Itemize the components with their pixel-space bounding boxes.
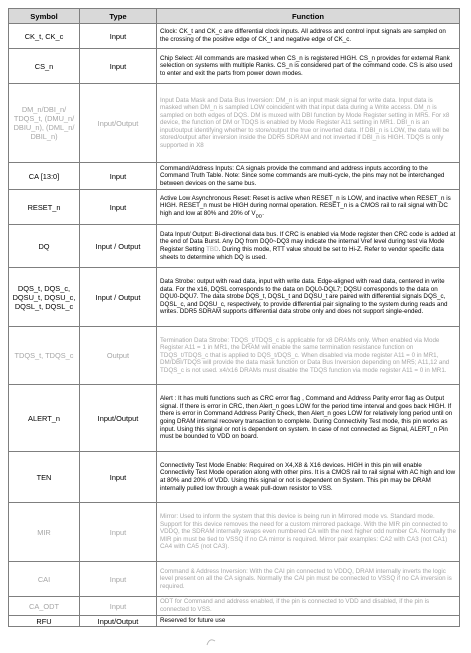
function-cell: Command/Address Inputs: CA signals provide the command and address inputs according to the Command Truth Table. Note: Since some commands are multi-cycle, the pins may not be interchanged between devices on the same bus. xyxy=(157,163,460,190)
type-cell: Output xyxy=(80,327,157,385)
function-text: Active Low Asynchronous Reset: Reset is active when RESET_n is LOW, and inactive when RESET_n is HIGH. RESET_n must be HIGH during normal operation. RESET_n is a CMOS rail to rail signal with DC high and low at 80% and 20% of V xyxy=(160,194,451,217)
table-row-mir xyxy=(9,503,460,562)
pin-description-table-container xyxy=(8,8,459,627)
type-cell: Input xyxy=(80,24,157,49)
table-row-dm-dbi xyxy=(9,84,460,163)
table-row-reset xyxy=(9,190,460,225)
symbol-cell: DQS_t, DQS_c, DQSU_t, DQSU_c, DQSL_t, DQSL_c xyxy=(9,268,80,327)
function-cell xyxy=(157,190,460,225)
header-function: Function xyxy=(157,9,460,24)
symbol-cell: DM_n/DBI_n/ TDQS_t, (DMU_n/ DBIU_n), (DML_n/ DBIL_n) xyxy=(9,84,80,163)
function-text-end: . xyxy=(262,209,264,217)
symbol-cell: DQ xyxy=(9,225,80,268)
type-cell: Input/Output xyxy=(80,385,157,452)
table-row-dqs xyxy=(9,268,460,327)
function-cell: Reserved for future use xyxy=(157,616,460,627)
table-row-rfu xyxy=(9,616,460,627)
symbol-cell: CA [13:0] xyxy=(9,163,80,190)
function-cell: Input Data Mask and Data Bus Inversion: DM_n is an input mask signal for write data. Input data is masked when DM_n is sampled LOW coincident with that input data during a Write access. DM_n is sampled on both edges of DQS. DM is muxed with DBI function by Mode Register setting in MR5. For x8 device, the function of DM or TDQS is enabled by Mode Register A11 setting in MR1. DBI_n is an input/output identifying whether to store/output the true or inverted data. If DBI_n is LOW, the data will be stored/output after inversion inside the DDR5 SDRAM and not inverted if DBI_n is HIGH. TDQS is only supported in X8 xyxy=(157,84,460,163)
function-cell: ODT for Command and address enabled, if the pin is connected to VDD and disabled, if the pin is connected to VSS. xyxy=(157,597,460,616)
type-cell: Input xyxy=(80,597,157,616)
type-cell: Input/Output xyxy=(80,84,157,163)
function-cell: Connectivity Test Mode Enable: Required on X4,X8 & X16 devices. HIGH in this pin will enable Connectivity Test Mode operation along with other pins. It is a CMOS rail to rail signal with AC high and low at 80% and 20% of VDD. Using this signal or not is dependent on System. This pin may be DRAM internally pulled low through a weak pull-down resistor to VSS. xyxy=(157,452,460,503)
type-cell: Input xyxy=(80,503,157,562)
symbol-cell: TEN xyxy=(9,452,80,503)
function-cell: Data Strobe: output with read data, input with write data. Edge-aligned with read data, centered in write data. For the x16, DQSL corresponds to the data on DQL0-DQL7; DQSU corresponds to the data on DQU0-DQU7. The data strobe DQS_t, DQSL_t and DQSU_t are paired with differential signals DQS_c, DQSL_c, and DQSU_c, respectively, to provide differential pair signaling to the system during reads and writes. DDR5 SDRAM supports differential data strobe only and does not support single-ended. xyxy=(157,268,460,327)
vdd-subscript: DD xyxy=(255,212,263,218)
table-header-row xyxy=(9,9,460,24)
symbol-cell: CS_n xyxy=(9,49,80,84)
function-cell: Clock: CK_t and CK_c are differential clock inputs. All address and control input signals are sampled on the crossing of the positive edge of CK_t and negative edge of CK_c. xyxy=(157,24,460,49)
table-row-ck xyxy=(9,24,460,49)
type-cell: Input xyxy=(80,49,157,84)
symbol-cell: CK_t, CK_c xyxy=(9,24,80,49)
header-symbol: Symbol xyxy=(9,9,80,24)
type-cell: Input / Output xyxy=(80,225,157,268)
type-cell: Input xyxy=(80,452,157,503)
table-row-ten xyxy=(9,452,460,503)
symbol-cell: CAI xyxy=(9,562,80,597)
table-row-dq xyxy=(9,225,460,268)
tbd-marker: TBD xyxy=(206,246,219,253)
symbol-cell: CA_ODT xyxy=(9,597,80,616)
function-cell: Termination Data Strobe: TDQS_t/TDQS_c is applicable for x8 DRAMs only. When enabled via Mode Register A11 = 1 in MR1, the DRAM will enable the same termination resistance function on TDQS_t/TDQS_c that is applied to DQS_t/DQS_c. When disabled via mode register A11 = 0 in MR1, DM/DBI/TDQS will provide the data mask function or Data Bus Inversion depending on MR5; A11,12 and TDQS_c is not used. x4/x16 DRAMs must disable the TDQS function via mode register A11 = 0 in MR1. xyxy=(157,327,460,385)
symbol-cell: RESET_n xyxy=(9,190,80,225)
page-mark-icon xyxy=(205,637,217,647)
table-row-alert xyxy=(9,385,460,452)
type-cell: Input xyxy=(80,562,157,597)
table-row-tdqs xyxy=(9,327,460,385)
table-row-cs xyxy=(9,49,460,84)
function-cell: Chip Select: All commands are masked when CS_n is registered HIGH. CS_n provides for external Rank selection on systems with multiple Ranks. CS_n is considered part of the command code. CS is also used to enter and exit the parts from power down modes. xyxy=(157,49,460,84)
symbol-cell: TDQS_t, TDQS_c xyxy=(9,327,80,385)
table-row-ca xyxy=(9,163,460,190)
pin-description-table xyxy=(8,8,460,627)
type-cell: Input xyxy=(80,163,157,190)
symbol-cell: ALERT_n xyxy=(9,385,80,452)
function-text: Data Input/ Output: Bi-directional data bus. If CRC is enabled via Mode register then CRC code is added at the end of Data Burst. Any DQ from DQ0~DQ3 may indicate the internal Vref level during test via Mode Register Setting xyxy=(160,230,456,253)
function-text-end: . During this mode, RTT value should be set to Hi-Z. Refer to vendor specific data sheets to determine which DQ is used. xyxy=(160,246,444,261)
function-cell: Mirror: Used to inform the system that this device is being run in Mirrored mode vs. Standard mode. Support for this device removes the need for a custom mirrored package. With the MIR pin connected to VDDQ, the SDRAM internally swaps even numbered CA with the next higher odd number CA. Normally the MIR pin must be tied to VSSQ if no CA mirror is required. Mirror pair examples: CA2 with CA3 (not CA1) CA4 with CA5 (not CA3). xyxy=(157,503,460,562)
type-cell: Input xyxy=(80,190,157,225)
type-cell: Input/Output xyxy=(80,616,157,627)
function-cell xyxy=(157,225,460,268)
table-row-cai xyxy=(9,562,460,597)
table-row-ca-odt xyxy=(9,597,460,616)
symbol-cell: RFU xyxy=(9,616,80,627)
header-type: Type xyxy=(80,9,157,24)
symbol-cell: MIR xyxy=(9,503,80,562)
function-cell: Command & Address Inversion: With the CAI pin connected to VDDQ, DRAM internally inverts the logic level present on all the CA signals. Normally the CAI pin must be connected to VSSQ if no CA inversion is required. xyxy=(157,562,460,597)
function-cell: Alert : It has multi functions such as CRC error flag , Command and Address Parity error flag as Output signal. If there is error in CRC, then Alert_n goes LOW for the period time interval and goes back HIGH. If there is error in Command Address Parity Check, then Alert_n goes LOW for relatively long period until on going DRAM internal recovery transaction to complete. During Connectivity Test mode, this pin works as input. Using this signal or not is dependent on system. In case of not connected as Signal, ALERT_n Pin must be bounded to VDD on board. xyxy=(157,385,460,452)
type-cell: Input / Output xyxy=(80,268,157,327)
